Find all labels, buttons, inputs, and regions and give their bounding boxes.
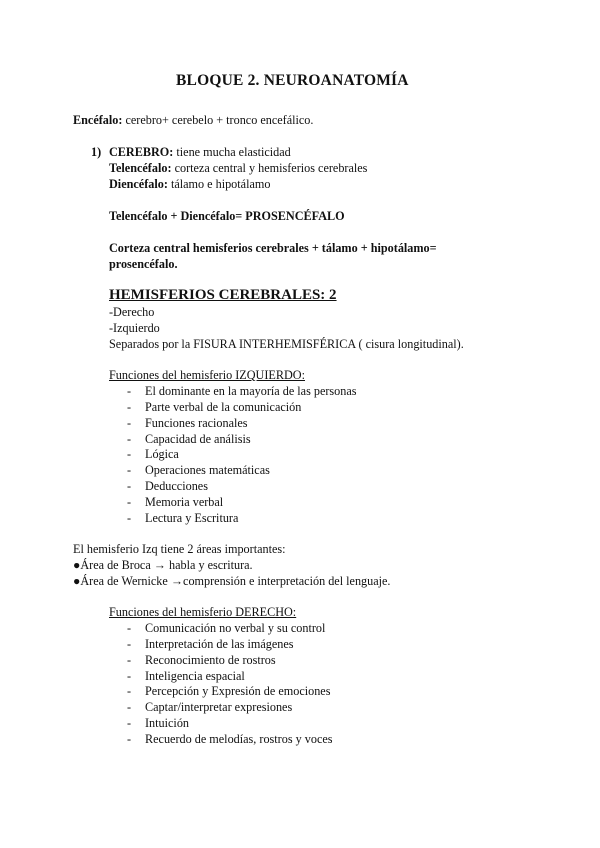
list-item: Capacidad de análisis — [145, 431, 251, 446]
list-bullet: - — [127, 716, 132, 731]
list-item: Funciones racionales — [145, 415, 248, 430]
hemisferio-izquierdo-label: -Izquierdo — [109, 321, 160, 335]
telencefalo-text: corteza central y hemisferios cerebrales — [171, 161, 368, 175]
list-item: Reconocimiento de rostros — [145, 652, 276, 667]
cerebro-line — [109, 144, 291, 160]
list-item: Intuición — [145, 716, 190, 731]
list-bullet: - — [127, 494, 132, 509]
list-bullet: - — [127, 415, 132, 430]
diencefalo-text: tálamo e hipotálamo — [167, 177, 271, 191]
fisura-text: Separados por la FISURA INTERHEMISFÉRICA ( cisura longitudinal). — [109, 337, 464, 351]
list-bullet: - — [127, 447, 132, 462]
list-item: El dominante en la mayoría de las personas — [145, 384, 357, 398]
list-item: Percepción y Expresión de emociones — [145, 684, 331, 699]
list-item: Memoria verbal — [145, 494, 224, 509]
list-bullet: - — [127, 636, 132, 651]
telencefalo-line — [109, 160, 367, 176]
list-bullet: - — [127, 479, 132, 494]
list-item: Deducciones — [145, 479, 208, 494]
list-bullet: - — [127, 463, 132, 478]
list-bullet: - — [127, 731, 132, 746]
diencefalo-label: Diencéfalo: — [109, 177, 168, 191]
area-broca: ●Área de Broca → habla y escritura. — [73, 558, 253, 572]
encefalo-label: Encéfalo: — [73, 113, 123, 127]
list-item: Lógica — [145, 447, 179, 462]
hemisferio-derecho-label: -Derecho — [109, 305, 155, 319]
list-item: Comunicación no verbal y su control — [145, 621, 326, 635]
diencefalo-line — [109, 176, 270, 192]
list-bullet: - — [127, 621, 132, 635]
list-item: Recuerdo de melodías, rostros y voces — [145, 731, 333, 746]
list-bullet: - — [127, 510, 132, 525]
areas-intro: El hemisferio Izq tiene 2 áreas importantes: — [73, 542, 286, 556]
list-item: Interpretación de las imágenes — [145, 636, 294, 651]
list-bullet: - — [127, 384, 132, 398]
area-wernicke: ●Área de Wernicke →comprensión e interpretación del lenguaje. — [73, 574, 391, 588]
prosencefalo-sum: Telencéfalo + Diencéfalo= PROSENCÉFALO — [109, 209, 345, 223]
telencefalo-label: Telencéfalo: — [109, 161, 172, 175]
list-item: Inteligencia espacial — [145, 668, 245, 683]
list-bullet: - — [127, 652, 132, 667]
list-bullet: - — [127, 700, 132, 715]
derecho-heading: Funciones del hemisferio DERECHO: — [109, 605, 297, 619]
cerebro-text: tiene mucha elasticidad — [173, 145, 291, 159]
izquierdo-heading: Funciones del hemisferio IZQUIERDO: — [109, 368, 305, 382]
hemisferios-heading: HEMISFERIOS CEREBRALES: 2 — [109, 287, 337, 303]
encefalo-text: cerebro+ cerebelo + tronco encefálico. — [122, 113, 314, 127]
section-number: 1) — [91, 145, 102, 159]
list-bullet: - — [127, 684, 132, 699]
encefalo-definition — [73, 112, 313, 128]
page-title: BLOQUE 2. NEUROANATOMÍA — [176, 72, 409, 89]
list-item: Captar/interpretar expresiones — [145, 700, 293, 715]
list-item: Parte verbal de la comunicación — [145, 399, 302, 414]
prosencefalo-definition-line1: Corteza central hemisferios cerebrales + tálamo + hipotálamo= — [109, 241, 437, 255]
list-bullet: - — [127, 431, 132, 446]
list-bullet: - — [127, 668, 132, 683]
list-item: Lectura y Escritura — [145, 510, 239, 525]
list-bullet: - — [127, 399, 132, 414]
prosencefalo-definition-line2: prosencéfalo. — [109, 257, 178, 271]
cerebro-label: CEREBRO: — [109, 145, 174, 159]
list-item: Operaciones matemáticas — [145, 463, 270, 478]
